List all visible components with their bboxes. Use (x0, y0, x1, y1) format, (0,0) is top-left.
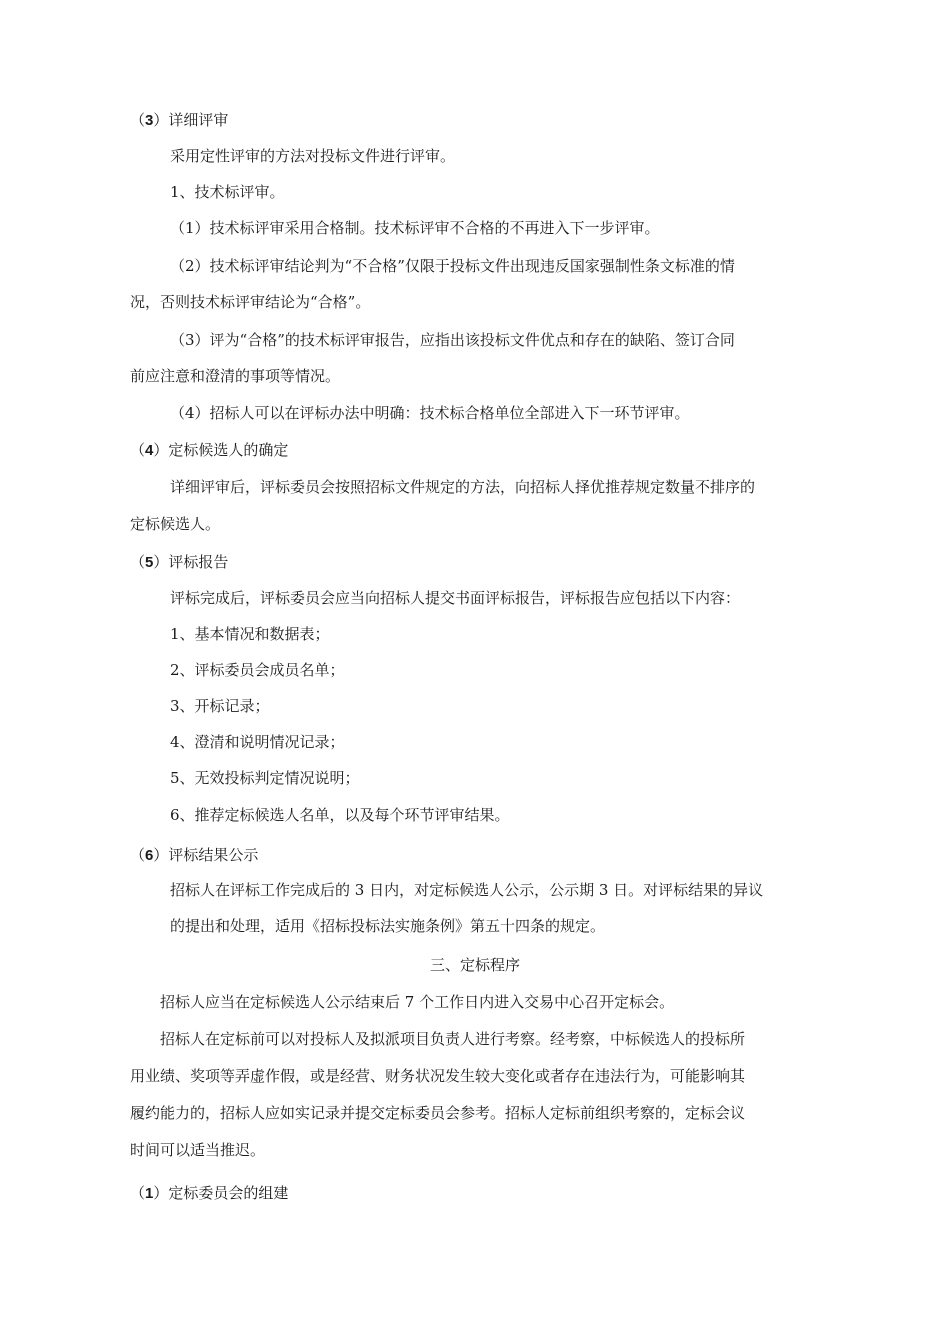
heading-result-publicity: （6）评标结果公示 (130, 846, 259, 864)
paragraph: 的提出和处理，适用《招标投标法实施条例》第五十四条的规定。 (170, 917, 606, 935)
list-item: 4、澄清和说明情况记录； (170, 733, 345, 751)
paragraph: 前应注意和澄清的事项等情况。 (130, 367, 341, 385)
heading-number: 6 (145, 847, 154, 864)
paragraph: 招标人在定标前可以对投标人及拟派项目负责人进行考察。经考察，中标候选人的投标所 (160, 1030, 746, 1048)
paragraph: 采用定性评审的方法对投标文件进行评审。 (170, 147, 456, 165)
heading-text: 定标候选人的确定 (168, 441, 289, 459)
paragraph: 用业绩、奖项等弄虚作假，或是经营、财务状况发生较大变化或者存在违法行为，可能影响其 (130, 1067, 746, 1085)
paragraph: （3）评为“合格”的技术标评审报告，应指出该投标文件优点和存在的缺陷、签订合同 (170, 331, 735, 349)
paragraph: 详细评审后，评标委员会按照招标文件规定的方法，向招标人择优推荐规定数量不排序的 (170, 478, 756, 496)
heading-number: 4 (145, 442, 154, 459)
heading-detailed-review: （3）详细评审 (130, 111, 229, 129)
list-item: 2、评标委员会成员名单； (170, 661, 345, 679)
paragraph: 履约能力的，招标人应如实记录并提交定标委员会参考。招标人定标前组织考察的，定标会议 (130, 1104, 746, 1122)
paragraph: 时间可以适当推迟。 (130, 1141, 266, 1159)
heading-text: 评标报告 (168, 553, 229, 571)
heading-candidate-determination: （4）定标候选人的确定 (130, 441, 289, 459)
paragraph: 定标候选人。 (130, 515, 221, 533)
heading-text: 详细评审 (168, 111, 229, 129)
list-item: 5、无效投标判定情况说明； (170, 769, 360, 787)
heading-number: 1 (145, 1185, 154, 1202)
paragraph: （2）技术标评审结论判为“不合格”仅限于投标文件出现违反国家强制性条文标准的情 (170, 257, 735, 275)
list-item: 6、推荐定标候选人名单，以及每个环节评审结果。 (170, 806, 510, 824)
paragraph: 况，否则技术标评审结论为“合格”。 (130, 293, 371, 311)
heading-number: 3 (145, 112, 154, 129)
list-item: 1、基本情况和数据表； (170, 625, 330, 643)
paragraph: （1）技术标评审采用合格制。技术标评审不合格的不再进入下一步评审。 (170, 219, 660, 237)
paragraph: 招标人应当在定标候选人公示结束后 7 个工作日内进入交易中心召开定标会。 (160, 993, 675, 1011)
heading-committee-formation: （1）定标委员会的组建 (130, 1184, 289, 1202)
section-heading: 三、定标程序 (429, 956, 520, 974)
heading-evaluation-report: （5）评标报告 (130, 553, 229, 571)
heading-text: 定标委员会的组建 (168, 1184, 289, 1202)
heading-number: 5 (145, 554, 154, 571)
paragraph: 1、技术标评审。 (170, 183, 285, 201)
list-item: 3、开标记录； (170, 697, 270, 715)
paragraph: （4）招标人可以在评标办法中明确：技术标合格单位全部进入下一环节评审。 (170, 404, 690, 422)
paragraph: 招标人在评标工作完成后的 3 日内，对定标候选人公示，公示期 3 日。对评标结果的异议 (170, 881, 764, 899)
heading-text: 评标结果公示 (168, 846, 259, 864)
paragraph: 评标完成后，评标委员会应当向招标人提交书面评标报告，评标报告应包括以下内容： (170, 589, 741, 607)
